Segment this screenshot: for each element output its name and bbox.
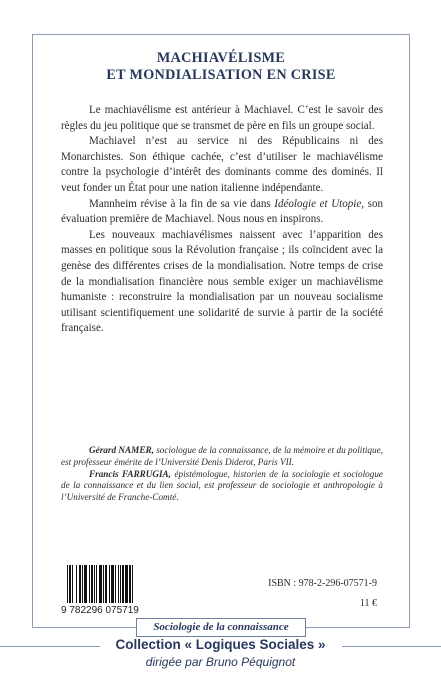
series-director: dirigée par Bruno Péquignot: [145, 655, 296, 669]
barcode-bar: [122, 565, 124, 603]
isbn: ISBN : 978-2-296-07571-9: [268, 578, 377, 589]
barcode-bar: [115, 565, 116, 603]
blurb-p3-start: Mannheim révise à la fin de sa vie dans: [89, 197, 275, 210]
barcode-bar: [79, 565, 81, 603]
blurb: [61, 103, 383, 337]
barcode-bar: [89, 565, 90, 603]
blurb-p3-end: , son évaluation première de Machiavel. Nous nous en inspirons.: [61, 197, 383, 226]
book-title-line-1: MACHIAVÉLISME: [156, 50, 286, 66]
author-bio-2: [61, 469, 383, 504]
collection-label: Sociologie de la connaissance: [136, 618, 306, 637]
author-desc-1: sociologue de la connaissance, de la mémoire et du politique, est professeur émérite de l’Université Denis Diderot, Paris VII.: [61, 445, 383, 467]
barcode-bar: [72, 565, 73, 603]
barcode-bar: [111, 565, 114, 603]
barcode-bar: [129, 565, 131, 603]
author-name-2: Francis FARRUGIA,: [89, 468, 171, 479]
author-desc-2: épistémologue, historien de la sociologie et sociologue de la connaissance et du lien social, est professeur de sociologie et anthropologie à l’Université de Franche-Comté.: [61, 468, 383, 503]
barcode-bar: [125, 565, 128, 603]
barcode-bar: [103, 565, 104, 603]
barcode-bar: [94, 565, 95, 603]
barcode-bar: [120, 565, 121, 603]
barcode-bar: [91, 565, 93, 603]
book-reference: Idéologie et Utopie: [274, 197, 362, 210]
barcode-bar: [82, 565, 83, 603]
barcode-bar: [118, 565, 119, 603]
barcode-bar: [69, 565, 71, 603]
blurb-paragraph-2: Machiavel n’est au service ni des Républicains ni des Monarchistes. Son éthique cachée, c’est d’utiliser le machiavélisme contre la psychologie d’intérêt des dominants comme des dominés. Il veut fonder un État pour une nation italienne indépendante.: [61, 135, 383, 194]
barcode-bar: [132, 565, 133, 603]
blurb-paragraph-1: Le machiavélisme est antérieur à Machiavel. C’est le savoir des règles du jeu politique que se transmet de père en fils un groupe social.: [61, 104, 383, 132]
barcode-bar: [96, 565, 97, 603]
barcode-bar: [76, 565, 77, 603]
blurb-paragraph-4: Les nouveaux machiavélismes naissent avec l’apparition des masses en politique sous la Révolution française ; ils coïncident avec la genèse des différentes crises de la mondialisation. Notre temps de crise de la mondialisation financière nous semble exiger un machiavélisme humaniste : reconstruire la mondialisation par un nouveau socialisme utilisant scientifiquement une solidarité de survie à partir de la société française.: [61, 228, 383, 335]
price: 11 €: [359, 598, 377, 609]
barcode-bar: [105, 565, 107, 603]
author-bio-1: [61, 445, 383, 469]
author-bios: [61, 445, 383, 504]
author-name-1: Gérard NAMER,: [89, 445, 154, 455]
blurb-paragraph-3: [61, 197, 383, 228]
barcode-bar: [67, 565, 68, 603]
barcode-bar: [109, 565, 110, 603]
barcode-bars: [67, 565, 133, 603]
series-name: Collection « Logiques Sociales »: [115, 637, 326, 652]
barcode-bar: [84, 565, 87, 603]
barcode-bar: [99, 565, 102, 603]
barcode-digits: 9 782296 075719: [61, 605, 139, 615]
barcode: [61, 565, 181, 615]
book-title-line-2: ET MONDIALISATION EN CRISE: [106, 67, 336, 83]
